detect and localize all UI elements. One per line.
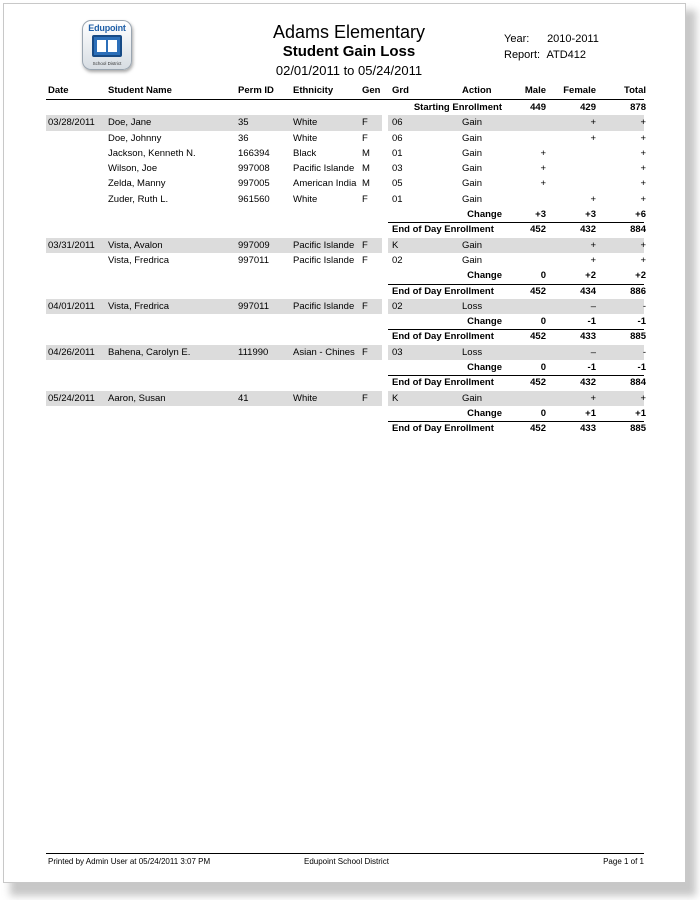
table-row bbox=[46, 131, 644, 146]
end-total: 885 bbox=[630, 423, 646, 435]
male-change: + bbox=[540, 147, 546, 159]
student-name: Bahena, Carolyn E. bbox=[108, 346, 191, 358]
ethnicity: White bbox=[293, 117, 318, 129]
table-row bbox=[46, 176, 644, 191]
change-female: +1 bbox=[585, 407, 596, 419]
grade: 02 bbox=[392, 300, 403, 312]
total-change: + bbox=[640, 392, 646, 404]
grade: 02 bbox=[392, 254, 403, 266]
action: Loss bbox=[462, 346, 483, 358]
total-change: - bbox=[642, 300, 646, 312]
action: Gain bbox=[462, 147, 483, 159]
change-total: -1 bbox=[637, 316, 646, 328]
col-header-female: Female bbox=[563, 85, 596, 96]
date-range: 02/01/2011 to 05/24/2011 bbox=[275, 63, 423, 78]
change-label: Change bbox=[467, 362, 502, 374]
change-female: -1 bbox=[587, 316, 596, 328]
col-header-ethnicity: Ethnicity bbox=[293, 85, 334, 96]
change-row bbox=[46, 268, 644, 283]
end-male: 452 bbox=[530, 224, 546, 236]
perm-id: 997011 bbox=[238, 254, 269, 266]
end-of-day-row bbox=[46, 329, 644, 344]
grade: K bbox=[392, 392, 399, 404]
student-name: Wilson, Joe bbox=[108, 163, 158, 175]
change-male: 0 bbox=[540, 407, 546, 419]
table-row bbox=[46, 299, 644, 314]
student-name: Vista, Fredrica bbox=[108, 300, 170, 312]
report-page bbox=[3, 3, 686, 883]
student-name: Aaron, Susan bbox=[108, 392, 166, 404]
end-male: 452 bbox=[530, 377, 546, 389]
end-male: 452 bbox=[530, 423, 546, 435]
perm-id: 997005 bbox=[238, 178, 270, 190]
col-header-perm: Perm ID bbox=[238, 85, 274, 96]
grade: K bbox=[392, 239, 399, 251]
perm-id: 997009 bbox=[238, 239, 270, 251]
starting-enrollment-label: Starting Enrollment bbox=[413, 102, 502, 113]
row-date: 04/01/2011 bbox=[48, 300, 95, 312]
col-header-male: Male bbox=[524, 85, 546, 96]
female-change: + bbox=[590, 117, 596, 129]
ethnicity: White bbox=[293, 392, 318, 404]
total-change: + bbox=[640, 117, 646, 129]
end-total: 884 bbox=[630, 377, 646, 389]
gain-loss-table bbox=[46, 82, 644, 437]
total-change: + bbox=[640, 193, 646, 205]
end-female: 432 bbox=[580, 224, 596, 236]
end-of-day-row bbox=[46, 375, 644, 390]
end-male: 452 bbox=[530, 285, 546, 297]
grade: 01 bbox=[392, 193, 403, 205]
year-label: Year: bbox=[504, 33, 530, 45]
gender: F bbox=[362, 300, 368, 312]
gender: F bbox=[362, 392, 368, 404]
male-change: + bbox=[540, 163, 546, 175]
row-date: 05/24/2011 bbox=[48, 392, 95, 404]
ethnicity: Pacific Islande bbox=[293, 239, 355, 251]
report-meta bbox=[504, 31, 599, 63]
enrollment-groups bbox=[46, 115, 644, 436]
perm-id: 35 bbox=[238, 117, 249, 129]
table-row bbox=[46, 146, 644, 161]
action: Gain bbox=[462, 163, 483, 175]
student-name: Doe, Jane bbox=[108, 117, 152, 129]
ethnicity: Pacific Islande bbox=[293, 254, 355, 266]
change-female: +2 bbox=[585, 270, 596, 282]
student-name: Zelda, Manny bbox=[108, 178, 166, 190]
starting-total: 878 bbox=[630, 102, 646, 113]
gender: F bbox=[362, 346, 368, 358]
student-name: Jackson, Kenneth N. bbox=[108, 147, 196, 159]
action: Gain bbox=[462, 117, 483, 129]
total-change: + bbox=[640, 178, 646, 190]
perm-id: 961560 bbox=[238, 193, 270, 205]
end-male: 452 bbox=[530, 331, 546, 343]
footer-district: Edupoint School District bbox=[304, 857, 389, 866]
female-change: – bbox=[590, 346, 596, 358]
gender: M bbox=[362, 178, 370, 190]
female-change: + bbox=[590, 254, 596, 266]
report-title-block bbox=[244, 21, 454, 79]
col-header-name: Student Name bbox=[108, 85, 172, 96]
ethnicity: Asian - Chines bbox=[293, 346, 355, 358]
gender: M bbox=[362, 147, 370, 159]
report-title: Student Gain Loss bbox=[282, 43, 416, 60]
row-date: 04/26/2011 bbox=[48, 346, 95, 358]
action: Gain bbox=[462, 239, 483, 251]
end-female: 433 bbox=[580, 423, 596, 435]
col-header-gen: Gen bbox=[362, 85, 380, 96]
total-change: + bbox=[640, 254, 646, 266]
grade: 06 bbox=[392, 117, 403, 129]
table-row bbox=[46, 238, 644, 253]
report-id: ATD412 bbox=[546, 49, 586, 61]
gender: F bbox=[362, 132, 368, 144]
gender: M bbox=[362, 163, 370, 175]
change-total: +2 bbox=[635, 270, 646, 282]
total-change: + bbox=[640, 132, 646, 144]
logo-brand-text: Edupoint bbox=[88, 23, 126, 33]
change-label: Change bbox=[467, 270, 502, 282]
perm-id: 166394 bbox=[238, 147, 270, 159]
starting-enrollment-row bbox=[46, 100, 644, 115]
ethnicity: White bbox=[293, 193, 318, 205]
grade: 03 bbox=[392, 163, 403, 175]
total-change: - bbox=[642, 346, 646, 358]
student-name: Doe, Johnny bbox=[108, 132, 162, 144]
ethnicity: White bbox=[293, 132, 318, 144]
end-total: 886 bbox=[630, 285, 646, 297]
starting-female: 429 bbox=[580, 102, 596, 113]
col-header-total: Total bbox=[624, 85, 646, 96]
grade: 03 bbox=[392, 346, 403, 358]
gender: F bbox=[362, 117, 368, 129]
perm-id: 997008 bbox=[238, 163, 270, 175]
change-total: -1 bbox=[637, 362, 646, 374]
starting-male: 449 bbox=[530, 102, 546, 113]
change-row bbox=[46, 406, 644, 421]
grade: 01 bbox=[392, 147, 403, 159]
action: Loss bbox=[462, 300, 483, 312]
female-change: + bbox=[590, 132, 596, 144]
end-of-day-row bbox=[46, 284, 644, 299]
change-row bbox=[46, 207, 644, 222]
end-female: 434 bbox=[580, 285, 596, 297]
end-of-day-label: End of Day Enrollment bbox=[392, 377, 494, 389]
page-footer bbox=[46, 853, 644, 868]
table-row bbox=[46, 345, 644, 360]
student-name: Zuder, Ruth L. bbox=[108, 193, 169, 205]
ethnicity: Pacific Islande bbox=[293, 163, 355, 175]
table-header-row bbox=[46, 82, 644, 100]
action: Gain bbox=[462, 193, 483, 205]
end-of-day-label: End of Day Enrollment bbox=[392, 224, 494, 236]
female-change: + bbox=[590, 392, 596, 404]
ethnicity: American India bbox=[293, 178, 357, 190]
col-header-action: Action bbox=[462, 85, 492, 96]
report-label: Report: bbox=[504, 49, 541, 61]
logo-caption: School District bbox=[92, 61, 122, 66]
male-change: + bbox=[540, 178, 546, 190]
change-total: +1 bbox=[635, 407, 646, 419]
change-male: 0 bbox=[540, 316, 546, 328]
table-row bbox=[46, 161, 644, 176]
action: Gain bbox=[462, 392, 483, 404]
printed-by: Printed by Admin User at 05/24/2011 3:07 PM bbox=[48, 857, 211, 866]
year-value: 2010-2011 bbox=[547, 33, 599, 45]
change-label: Change bbox=[467, 407, 502, 419]
change-row bbox=[46, 360, 644, 375]
change-male: 0 bbox=[540, 362, 546, 374]
row-date: 03/28/2011 bbox=[48, 117, 95, 129]
change-male: 0 bbox=[540, 270, 546, 282]
gender: F bbox=[362, 239, 368, 251]
gender: F bbox=[362, 193, 368, 205]
female-change: – bbox=[590, 300, 596, 312]
col-header-date: Date bbox=[48, 85, 69, 96]
student-name: Vista, Avalon bbox=[108, 239, 163, 251]
end-female: 433 bbox=[580, 331, 596, 343]
row-date: 03/31/2011 bbox=[48, 239, 95, 251]
school-name: Adams Elementary bbox=[272, 22, 426, 42]
total-change: + bbox=[640, 239, 646, 251]
end-total: 885 bbox=[630, 331, 646, 343]
student-name: Vista, Fredrica bbox=[108, 254, 170, 266]
total-change: + bbox=[640, 147, 646, 159]
action: Gain bbox=[462, 132, 483, 144]
perm-id: 997011 bbox=[238, 300, 269, 312]
gender: F bbox=[362, 254, 368, 266]
change-male: +3 bbox=[535, 209, 546, 221]
table-row bbox=[46, 115, 644, 130]
table-row bbox=[46, 391, 644, 406]
end-of-day-label: End of Day Enrollment bbox=[392, 285, 494, 297]
ethnicity: Black bbox=[293, 147, 317, 159]
page-number: Page 1 of 1 bbox=[603, 857, 644, 866]
grade: 05 bbox=[392, 178, 403, 190]
female-change: + bbox=[590, 193, 596, 205]
col-header-grd: Grd bbox=[392, 85, 409, 96]
ethnicity: Pacific Islande bbox=[293, 300, 355, 312]
perm-id: 41 bbox=[238, 392, 249, 404]
table-row bbox=[46, 192, 644, 207]
end-of-day-label: End of Day Enrollment bbox=[392, 423, 494, 435]
perm-id: 111990 bbox=[238, 346, 269, 358]
grade: 06 bbox=[392, 132, 403, 144]
end-total: 884 bbox=[630, 224, 646, 236]
action: Gain bbox=[462, 178, 483, 190]
change-label: Change bbox=[467, 316, 502, 328]
change-female: +3 bbox=[585, 209, 596, 221]
female-change: + bbox=[590, 239, 596, 251]
perm-id: 36 bbox=[238, 132, 249, 144]
book-icon bbox=[92, 35, 122, 57]
end-female: 432 bbox=[580, 377, 596, 389]
change-female: -1 bbox=[587, 362, 596, 374]
district-logo bbox=[82, 20, 132, 70]
change-label: Change bbox=[467, 209, 502, 221]
end-of-day-label: End of Day Enrollment bbox=[392, 331, 494, 343]
action: Gain bbox=[462, 254, 483, 266]
end-of-day-row bbox=[46, 222, 644, 237]
end-of-day-row bbox=[46, 421, 644, 436]
change-total: +6 bbox=[635, 209, 646, 221]
table-row bbox=[46, 253, 644, 268]
total-change: + bbox=[640, 163, 646, 175]
change-row bbox=[46, 314, 644, 329]
